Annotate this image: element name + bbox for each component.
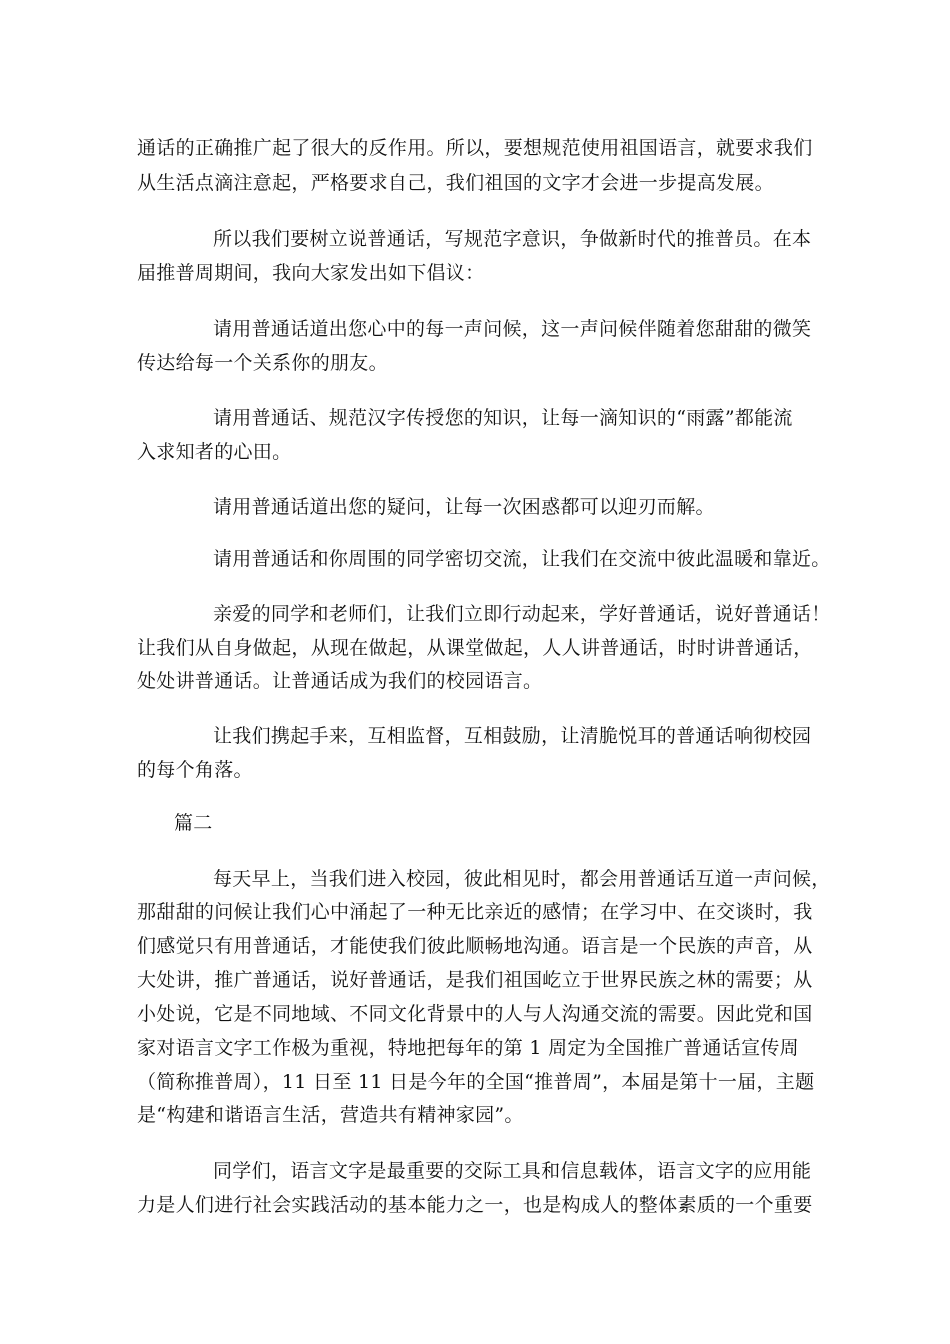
paragraph-line: 小处说，它是不同地域、不同文化背景中的人与人沟通交流的需要。因此党和国	[137, 1003, 813, 1025]
paragraph-line: 请用普通话和你周围的同学密切交流，让我们在交流中彼此温暖和靠近。	[213, 548, 831, 570]
paragraph-line: 家对语言文字工作极为重视，特地把每年的第 1 周定为全国推广普通话宣传周	[137, 1037, 799, 1059]
paragraph-line: 让我们从自身做起，从现在做起，从课堂做起，人人讲普通话，时时讲普通话，	[137, 637, 813, 659]
paragraph-line: 请用普通话、规范汉字传授您的知识，让每一滴知识的“雨露”都能流	[213, 407, 793, 429]
paragraph-line: 请用普通话道出您心中的每一声问候，这一声问候伴随着您甜甜的微笑	[213, 318, 812, 340]
paragraph-line: 入求知者的心田。	[137, 441, 292, 463]
paragraph-line: 每天早上，当我们进入校园，彼此相见时，都会用普通话互道一声问候，	[213, 868, 831, 890]
section-heading: 篇二	[174, 812, 213, 834]
paragraph-line: 传达给每一个关系你的朋友。	[137, 352, 388, 374]
paragraph-line: 们感觉只有用普通话，才能使我们彼此顺畅地沟通。语言是一个民族的声音，从	[137, 935, 813, 957]
paragraph-line: 请用普通话道出您的疑问，让每一次困惑都可以迎刃而解。	[213, 496, 715, 518]
paragraph-line: （简称推普周），11 日至 11 日是今年的全国“推普周”，本届是第十一届，主题	[137, 1071, 815, 1093]
paragraph-line: 让我们携起手来，互相监督，互相鼓励，让清脆悦耳的普通话响彻校园	[213, 725, 812, 747]
paragraph-line: 力是人们进行社会实践活动的基本能力之一，也是构成人的整体素质的一个重要	[137, 1194, 813, 1216]
paragraph-line: 所以我们要树立说普通话，写规范字意识，争做新时代的推普员。在本	[213, 228, 812, 250]
paragraph-line: 那甜甜的问候让我们心中涌起了一种无比亲近的感情；在学习中、在交谈时，我	[137, 901, 813, 923]
paragraph-line: 的每个角落。	[137, 759, 253, 781]
paragraph-line: 同学们，语言文字是最重要的交际工具和信息载体，语言文字的应用能	[213, 1160, 812, 1182]
paragraph-line: 是“构建和谐语言生活，营造共有精神家园”。	[137, 1104, 524, 1126]
paragraph-line: 大处讲，推广普通话，说好普通话，是我们祖国屹立于世界民族之林的需要；从	[137, 969, 813, 991]
paragraph-line: 通话的正确推广起了很大的反作用。所以，要想规范使用祖国语言，就要求我们	[137, 137, 813, 159]
paragraph-line: 处处讲普通话。让普通话成为我们的校园语言。	[137, 670, 543, 692]
paragraph-line: 从生活点滴注意起，严格要求自己，我们祖国的文字才会进一步提高发展。	[137, 172, 774, 194]
paragraph-line: 亲爱的同学和老师们，让我们立即行动起来，学好普通话，说好普通话！	[213, 603, 831, 625]
paragraph-line: 届推普周期间，我向大家发出如下倡议：	[137, 262, 485, 284]
